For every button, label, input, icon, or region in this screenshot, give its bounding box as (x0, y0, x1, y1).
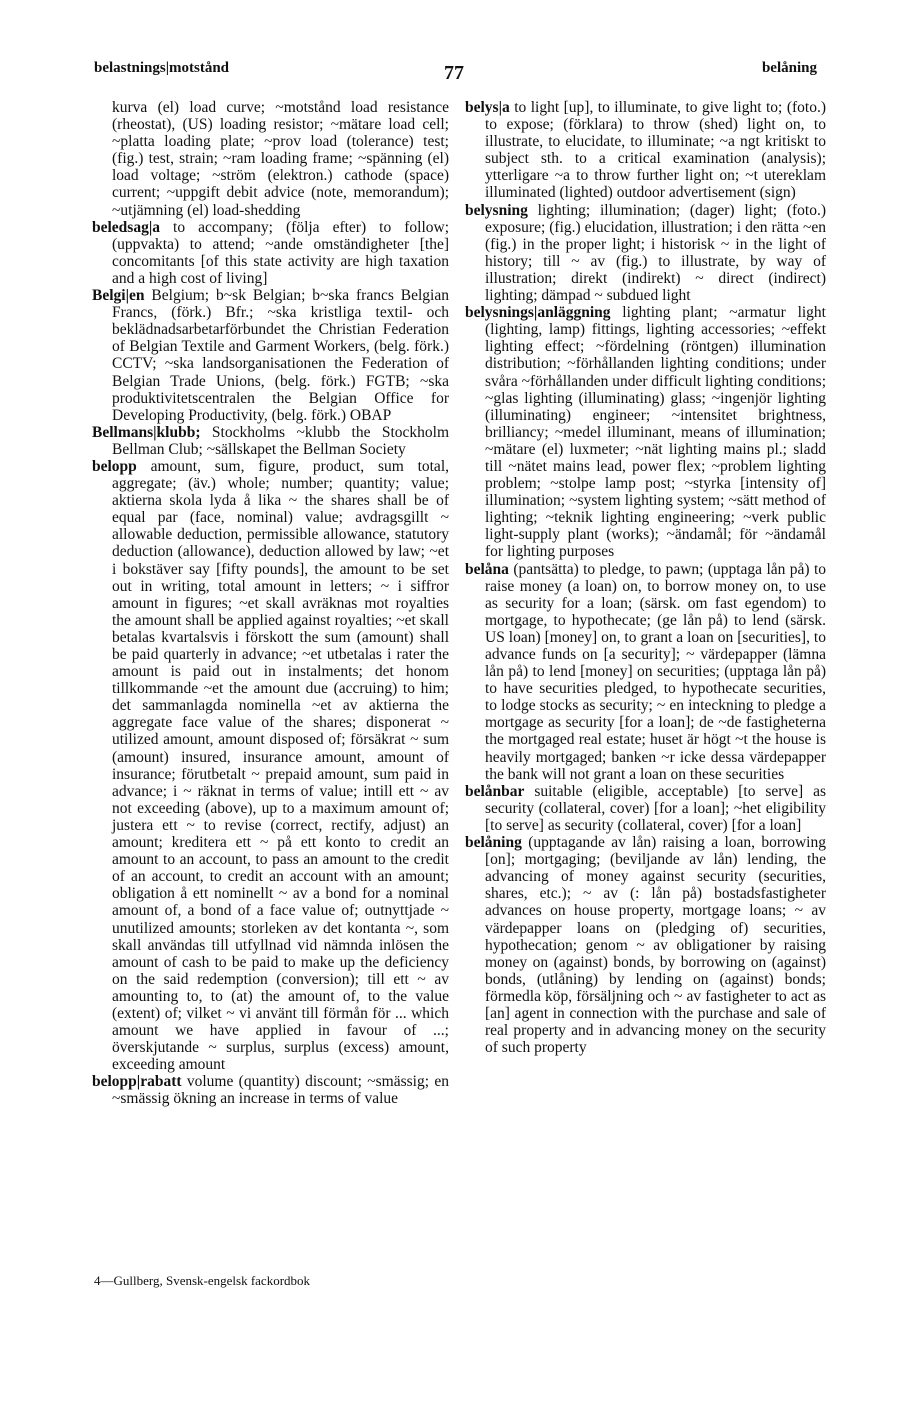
headword: belysnings|anläggning (465, 304, 611, 322)
dictionary-entry (92, 458, 449, 1073)
dictionary-entry (465, 834, 826, 1056)
entry-text: suitable (eligible, acceptable) [to serve] as security (collateral, cover) [for a loan]; ~het eligibility [to serve] as security (collateral, cover) [for a loan] (485, 782, 826, 834)
headword: Bellmans|klubb; (92, 423, 201, 441)
dictionary-entry (92, 1073, 449, 1107)
entry-text: Stockholms ~klubb the Stockholm Bellman Club; ~sällskapet the Bellman Society (112, 423, 449, 458)
dictionary-entry (465, 561, 826, 783)
entry-text: (pantsätta) to pledge, to pawn; (upptaga lån på) to raise money (a loan) on, to borrow money on, to use as security for a loan; (särsk. om fast egendom) to mortgage, to hypothecate; (ge lån på) to lend (särsk. US loan) [money] on, to grant a loan on [securities], to advance funds on [a security]; ~ värdepapper (lämna lån på) to lend [money] on securities; (upptaga lån på) to have securities pledged, to hypothecate securities, to lodge stocks as security; ~ en inteckning to pledge a mortgage as security [for a loan]; de ~de fastigheterna the mortgaged real estate; huset är högt ~t the house is heavily mortgaged; banken ~r icke dessa värdepapper the bank will not grant a loan on these securities (485, 560, 826, 783)
entry-text: to light [up], to illuminate, to give light to; (foto.) to expose; (förklara) to throw (shed) light on, to illustrate, to elucidate, to illuminate; ~a ngt kritiskt to subject sth. to a critical examination (analysis); ytterligare ~a to throw further light on; ~t utereklam illuminated (lighted) outdoor advertisement (sign) (485, 99, 826, 202)
dictionary-entry (465, 304, 826, 560)
dictionary-entry (465, 783, 826, 834)
dictionary-entry (92, 424, 449, 458)
headword: belys|a (465, 99, 510, 116)
headword: belåning (465, 834, 522, 852)
headword: belopp (92, 457, 137, 475)
dictionary-entry (465, 99, 826, 202)
page-footer: 4—Gullberg, Svensk-engelsk fackordbok (94, 1273, 311, 1288)
running-head-left: belastnings|motstånd (94, 60, 229, 76)
left-column (92, 99, 449, 1108)
dictionary-entry (92, 219, 449, 287)
entry-text: amount, sum, figure, product, sum total, aggregate; (äv.) whole; number; quantity; value; aktierna skola lyda å lika ~ the shares shall be of equal par (face, nominal) value; avdragsgillt ~ allowable deduction, permissible allowance, statutory deduction (allowance), deduction allowed by law; ~et i bokstäver say [fifty pounds], the amount to be set out in writing, total amount in letters; ~ i siffror amount in figures; ~et skall avräknas mot royalties the amount shall be applied against royalties; ~et skall betalas kvartalsvis i förskott the sum (amount) shall be paid quarterly in advance; ~et utbetalas i rater the amount is paid out in instalments; det honom tillkommande ~et the amount due (accruing) to him; det sammanlagda nominella ~et av aktierna the aggregate face value of the shares; disponerat ~ utilized amount, amount disposed of; försäkrat ~ sum (amount) insured, insurance amount, amount of insurance; förutbetalt ~ prepaid amount, sum paid in advance; i ~ räknat in terms of value; intill ett ~ av not exceeding (above), up to a maximum amount of; justera ett ~ to revise (correct, rectify, adjust) an amount; kreditera ett ~ på ett konto to credit an amount to an account, to pass an amount to the credit of an account, to credit an account with an amount; obligation å ett nominellt ~ av a bond for a nominal amount of, a bond of a face value of; outnyttjade ~ unutilized amounts; storleken av det kontanta ~, som skall användas till utfyllnad vid nämnda inlösen the amount of cash to be paid to make up the deficiency on the said redemption (conversion); till ett ~ av amounting to, to (at) the amount of, to the value (extent) of; vilket ~ vi använt till förmån för ... which amount we have applied in favour of ...; överskjutande ~ surplus, surplus (excess) amount, exceeding amount (112, 457, 449, 1074)
entry-text: lighting; illumination; (dager) light; (foto.) exposure; (fig.) elucidation, illustration; i den rätta ~en (fig.) in the proper light; i historisk ~ in the light of history; till ~ av (fig.) to illustrate, by way of illustration; direkt (indirekt) ~ direct (indirect) lighting; dämpad ~ subdued light (485, 201, 826, 305)
entry-text: volume (quantity) discount; ~smässig; en ~smässig ökning an increase in terms of value (112, 1073, 449, 1108)
dictionary-entry (465, 202, 826, 305)
headword: belopp|rabatt (92, 1073, 182, 1091)
dictionary-entry (92, 287, 449, 424)
entry-text: (upptagande av lån) raising a loan, borrowing [on]; mortgaging; (beviljande av lån) lending, the advancing of money against security (securities, shares, etc.); ~ av (: lån på) bostadsfastigheter advances on house property, mortgage loans; ~ av värdepapper loans on (pledging of) securities, hypothecation; genom ~ av obligationer by raising money on (against) bonds, by borrowing on (against) bonds, (utlåning) by lending on (against) bonds; förmedla köp, försäljning och ~ av fastigheter to act as [an] agent in connection with the purchase and sale of real property and in advancing money on the security of such property (485, 834, 826, 1057)
dictionary-entry (92, 99, 449, 219)
entry-text: lighting plant; ~armatur light (lighting, lamp) fittings, lighting accessories; ~effekt lighting effect; ~fördelning (röntgen) illumination distribution; ~förhållanden lighting conditions; under svåra ~förhållanden under difficult lighting conditions; ~glas lighting (illuminating) glass; ~ingenjör lighting (illuminating) engineer; ~intensitet brightness, brilliancy; ~medel illuminant, means of illumination; ~mätare (el) luxmeter; ~nät lighting mains pl.; sladd till ~nätet mains lead, power flex; ~problem lighting problem; ~stolpe lamp post; ~styrka [intensity of] illumination; ~system lighting system; ~sätt method of lighting; ~teknik lighting engineering; ~verk public light-supply plant (works); ~ändamål; för ~ändamål for lighting purposes (485, 304, 826, 561)
headword: belysning (465, 201, 528, 219)
running-head-right: belåning (761, 60, 817, 76)
entry-text: Belgium; b~sk Belgian; b~ska francs Belgian Francs, (förk.) Bfr.; ~ska kristliga textil- och beklädnadsarbetarförbundet the Christian Federation of Belgian Textile and Garment Workers, (belg. förk.) CCTV; ~ska landsorganisationen the Federation of Belgian Trade Unions, (belg. förk.) FGTB; ~ska produktivitetscentralen the Belgian Office for Developing Productivity, (belg. förk.) OBAP (112, 287, 449, 424)
page-number: 77 (444, 62, 464, 84)
headword: belåna (465, 560, 509, 578)
entry-text: kurva (el) load curve; ~motstånd load resistance (rheostat), (US) loading resistor; ~mätare load cell; ~platta loading plate; ~prov load (tolerance) test; (fig.) test, strain; ~ram loading frame; ~spänning (el) load voltage; ~ström (elektron.) cathode (space) current; ~uppgift debit advice (note, memorandum); ~utjämning (el) load-shedding (112, 99, 449, 219)
headword: belånbar (465, 782, 525, 800)
headword: Belgi|en (92, 287, 145, 305)
right-column (465, 99, 826, 1056)
headword: beledsag|a (92, 218, 161, 236)
entry-text: to accompany; (följa efter) to follow; (uppvakta) to attend; ~ande omständigheter [the] concomitants [of this state activity are high taxation and a high cost of living] (112, 218, 449, 287)
